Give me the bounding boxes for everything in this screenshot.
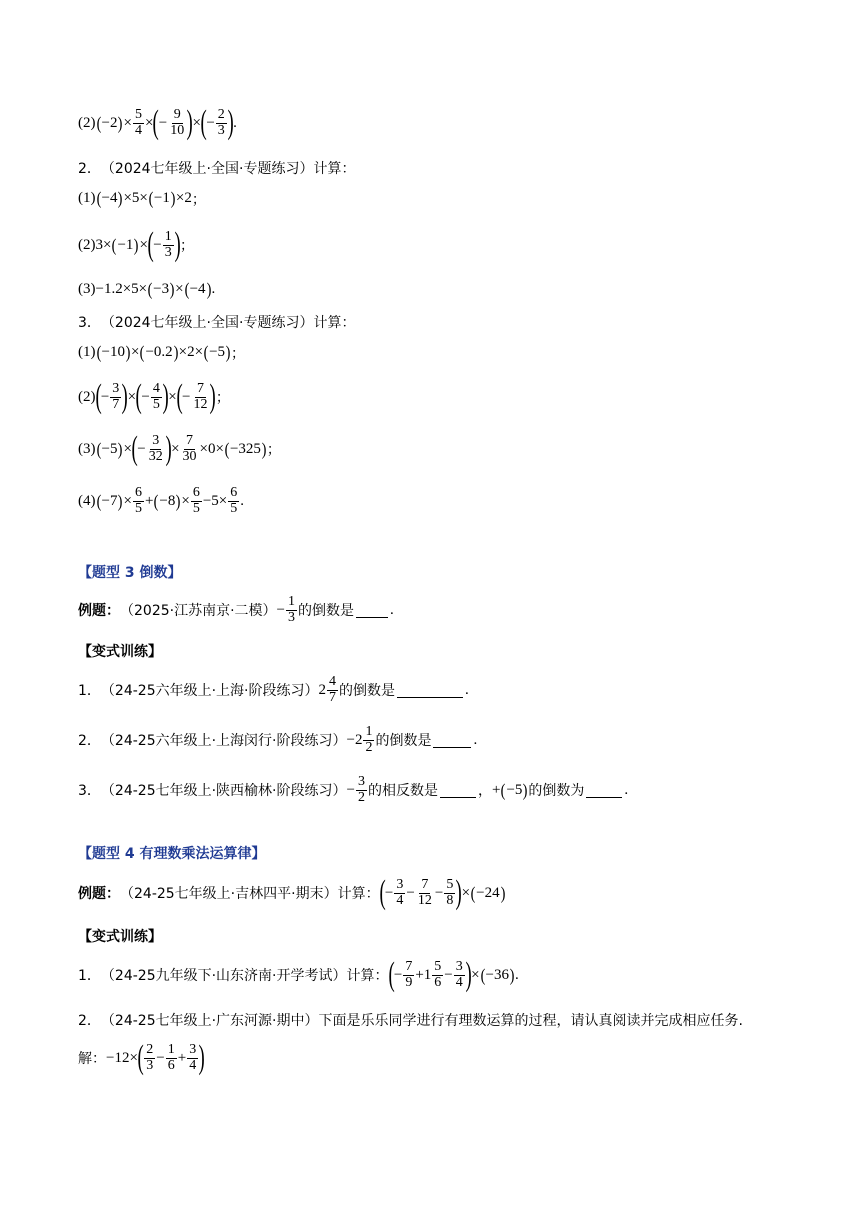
example-label: 例题： xyxy=(78,886,120,902)
expression: + ( −5 ) xyxy=(491,779,528,800)
end-mark: . xyxy=(390,601,394,618)
expression: ( −5 ) × ( − $\frac{3}{32}$ ) × $\frac{7}{30}$ ×0× ( −325 ) xyxy=(96,430,267,467)
question-number: 3． xyxy=(78,315,101,331)
mixed-number: −2 $\frac{1}{2}$ xyxy=(346,724,373,755)
expression: ( − $\frac{3}{7}$ ) × ( − $\frac{4}{5}$ ) × ( − $\frac{7}{12}$ ) xyxy=(95,378,217,415)
question-2-part-3 xyxy=(78,279,215,300)
example-label: 例题： xyxy=(78,603,120,620)
expression: −12× ( $\frac{2}{3}$ − $\frac{1}{6}$ + $\frac{3}{4}$ ) xyxy=(106,1039,205,1076)
end-mark: . xyxy=(515,966,519,983)
question-2 xyxy=(78,158,355,178)
expression: ( −10 ) × ( −0.2 ) ×2× ( −5 ) xyxy=(96,342,231,362)
part-label: (2) xyxy=(78,236,96,253)
end-mark: ； xyxy=(215,390,230,406)
expression: − $\frac{1}{3}$ xyxy=(276,594,295,625)
expression: ( −2 ) × $\frac{5}{4}$ × ( − $\frac{9}{10}$ ) × ( − $\frac{2}{3}$ ) xyxy=(96,104,234,141)
question-source: （24-25九年级下·山东济南·开学考试）计算： xyxy=(100,968,389,984)
question-3-part-2 xyxy=(78,380,230,414)
example-text: 的倒数是 xyxy=(298,603,354,620)
problem-1-part-2 xyxy=(78,106,237,140)
section-3-heading: 【题型 3 倒数】 xyxy=(78,565,182,581)
section-3-variant-1 xyxy=(78,675,469,705)
section-4-heading: 【题型 4 有理数乘法运算律】 xyxy=(78,846,266,862)
question-source: （24-25六年级上·上海·阶段练习） xyxy=(100,683,319,700)
section-3-variant-heading: 【变式训练】 xyxy=(78,644,162,660)
expression: ( −7 ) × $\frac{6}{5}$ + ( −8 ) × $\frac{6}{5}$ −5× $\frac{6}{5}$ xyxy=(96,485,238,516)
end-mark: ； xyxy=(231,345,246,362)
part-label: (1) xyxy=(78,190,96,206)
part-label: (2) xyxy=(78,388,96,405)
answer-blank[interactable] xyxy=(440,783,476,798)
section-3-variant-3 xyxy=(78,775,628,805)
end-mark: ； xyxy=(180,238,195,254)
end-mark: . xyxy=(624,781,629,798)
question-text: （24-25七年级上·广东河源·期中）下面是乐乐同学进行有理数运算的过程，请认真阅读并完成相应任务. xyxy=(100,1013,743,1029)
question-source: （24-25七年级上·陕西榆林·阶段练习） xyxy=(100,783,347,800)
example-source: （2025·江苏南京·二模） xyxy=(120,603,277,620)
question-3-part-4 xyxy=(78,486,244,516)
question-number: 1． xyxy=(78,968,101,984)
part-label: (3) xyxy=(78,440,96,457)
part-label: (3) xyxy=(78,281,96,297)
section-4-example xyxy=(78,876,506,910)
question-text: 的倒数是 xyxy=(339,683,396,700)
part-label: (1) xyxy=(78,344,96,360)
question-text: 的相反数是 xyxy=(367,783,438,800)
solution-label: 解： xyxy=(78,1051,106,1067)
section-3-example xyxy=(78,595,394,625)
question-3-part-1 xyxy=(78,342,245,363)
question-text: 的倒数为 xyxy=(528,783,585,800)
expression: 3× ( −1 ) × ( − $\frac{1}{3}$ ) xyxy=(95,226,181,263)
part-label: (4) xyxy=(78,492,96,509)
expression: −1.2×5× ( −3 ) × ( −4 ) xyxy=(95,279,211,299)
solution-line xyxy=(78,1041,205,1075)
end-mark: . xyxy=(240,492,245,509)
section-3-variant-2 xyxy=(78,725,477,755)
question-number: 3． xyxy=(78,783,101,800)
question-2-part-1 xyxy=(78,188,206,209)
question-2-part-2 xyxy=(78,228,194,262)
end-mark: . xyxy=(465,681,469,698)
answer-blank[interactable] xyxy=(356,603,388,618)
mixed-number: 2 $\frac{4}{7}$ xyxy=(318,674,337,705)
question-text: 的倒数是 xyxy=(375,733,432,750)
question-3-part-3 xyxy=(78,432,281,466)
question-3 xyxy=(78,312,355,332)
section-4-variant-2 xyxy=(78,1010,743,1030)
answer-blank[interactable] xyxy=(397,683,463,698)
question-source: （2024七年级上·全国·专题练习）计算： xyxy=(100,315,356,331)
section-4-variant-1 xyxy=(78,958,519,992)
expression: ( − $\frac{7}{9}$ +1 $\frac{5}{6}$ − $\frac{3}{4}$ ) × ( −36 ) xyxy=(388,956,515,993)
question-number: 1． xyxy=(78,683,101,700)
question-source: （2024七年级上·全国·专题练习）计算： xyxy=(100,161,356,177)
question-source: （24-25六年级上·上海闵行·阶段练习） xyxy=(100,733,347,750)
example-source: （24-25七年级上·吉林四平·期末）计算： xyxy=(120,886,380,902)
end-mark: . xyxy=(233,114,237,131)
answer-blank[interactable] xyxy=(433,733,471,748)
expression: ( −4 ) ×5× ( −1 ) ×2 xyxy=(96,188,192,208)
answer-blank[interactable] xyxy=(586,783,622,798)
question-number: 2． xyxy=(78,1013,101,1029)
expression: ( − $\frac{3}{4}$ − $\frac{7}{12}$ − $\frac{5}{8}$ ) × ( −24 ) xyxy=(379,874,505,911)
question-number: 2． xyxy=(78,733,101,750)
separator: ， xyxy=(477,783,492,800)
end-mark: ； xyxy=(191,191,206,208)
expression: − $\frac{3}{2}$ xyxy=(346,774,365,805)
question-number: 2． xyxy=(78,161,101,177)
end-mark: . xyxy=(211,281,216,297)
end-mark: . xyxy=(473,731,478,748)
end-mark: ； xyxy=(266,442,281,458)
part-label: (2) xyxy=(78,114,96,131)
section-4-variant-heading: 【变式训练】 xyxy=(78,929,162,945)
